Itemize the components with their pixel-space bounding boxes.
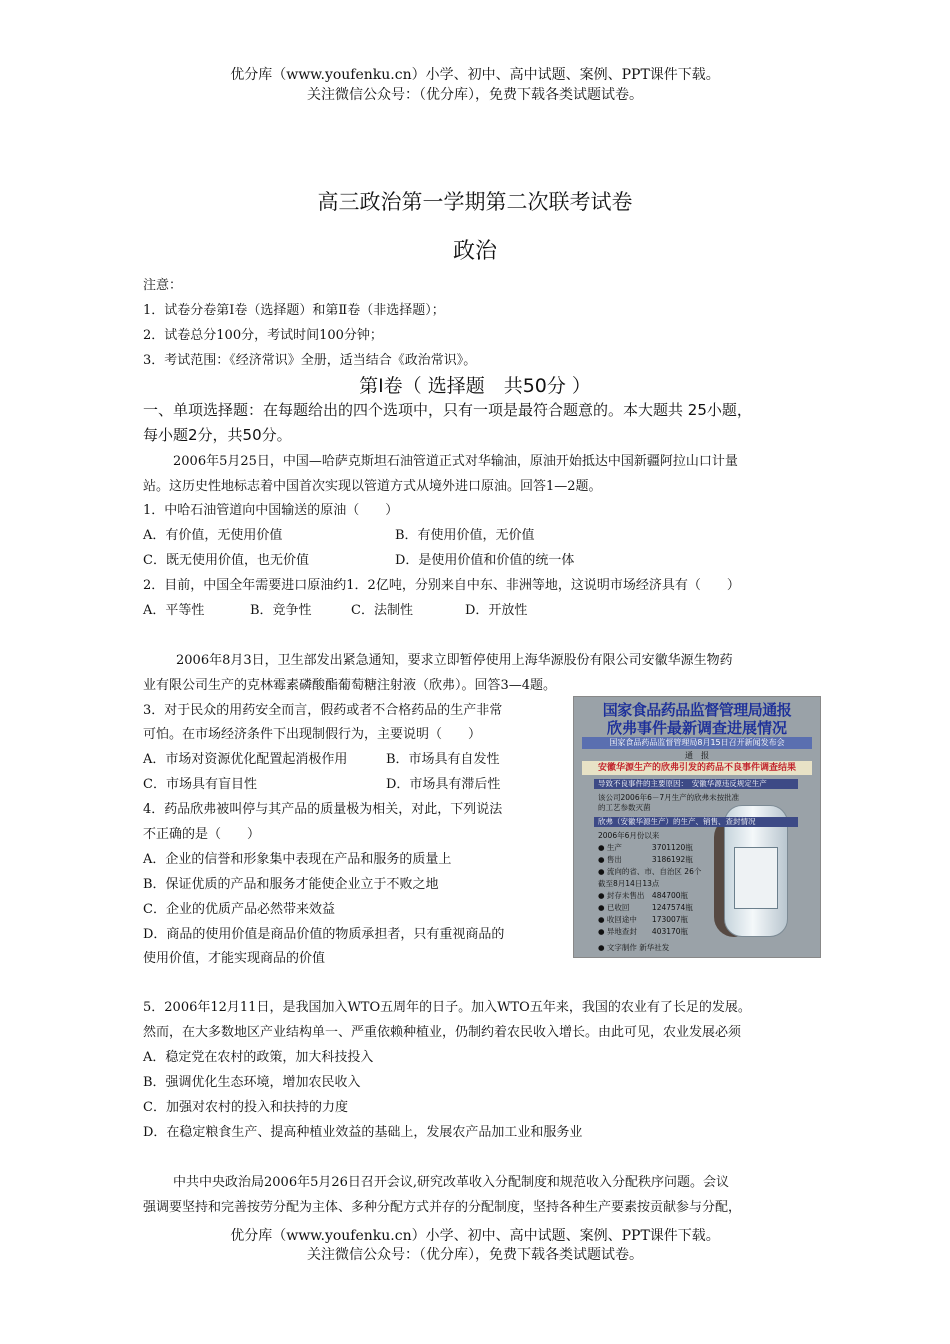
q5-stem-2: 然而，在大多数地区产业结构单一、严重依赖种植业，仍制约着农民收入增长。由此可见，农业发展必须: [143, 1025, 742, 1040]
q3-option-a: A．市场对资源优化配置起消极作用: [143, 752, 348, 767]
q4-stem-2: 不正确的是（ ）: [143, 827, 261, 842]
news-poster-image: [573, 696, 821, 958]
page-title: 高三政治第一学期第二次联考试卷: [317, 190, 633, 214]
q4-stem-1: 4．药品欣弗被叫停与其产品的质量极为相关，对此，下列说法: [143, 802, 503, 817]
q1-option-b: B．有使用价值，无价值: [395, 528, 535, 543]
poster-bar-2: 欣弗（安徽华源生产）的生产、销售、查封情况: [594, 817, 798, 827]
material1-line-2: 站。这历史性地标志着中国首次实现以管道方式从境外进口原油。回答1—2题。: [143, 479, 602, 494]
q2-option-a: A．平等性: [143, 603, 205, 618]
footer-line-1: 优分库（www.youfenku.cn）小学、初中、高中试题、案例、PPT课件下载。: [230, 1228, 720, 1244]
material2-line-2: 业有限公司生产的克林霉素磷酸酯葡萄糖注射液（欣弗）。回答3—4题。: [143, 678, 557, 693]
poster-row-5: ● 已收回 1247574瓶: [598, 903, 693, 912]
section1-line-2: 每小题2分，共50分。: [143, 426, 292, 444]
q3-stem-2: 可怕。在市场经济条件下出现制假行为，主要说明（ ）: [143, 727, 482, 742]
q5-option-b: B．强调优化生态环境，增加农民收入: [143, 1075, 361, 1090]
note-item-1: 1．试卷分卷第Ⅰ卷（选择题）和第Ⅱ卷（非选择题）；: [143, 303, 445, 318]
poster-bar-1: 导致不良事件的主要原因： 安徽华源违反规定生产: [594, 779, 798, 789]
header-line-2: 关注微信公众号：（优分库），免费下载各类试题试卷。: [307, 87, 643, 103]
poster-text-1a: 该公司2006年6－7月生产的欣弗未按批准: [598, 793, 740, 802]
q1-stem: 1．中哈石油管道向中国输送的原油（ ）: [143, 503, 399, 518]
q5-stem-1: 5．2006年12月11日，是我国加入WTO五周年的日子。加入WTO五年来，我国的农业有了长足的发展。: [143, 1000, 751, 1015]
poster-tongbao: 通 报: [685, 751, 709, 760]
q5-option-d: D．在稳定粮食生产、提高种植业效益的基础上，发展农产品加工业和服务业: [143, 1125, 583, 1140]
poster-headline-1: 国家食品药品监督管理局通报: [602, 701, 792, 719]
q4-option-d-2: 使用价值，才能实现商品的价值: [143, 951, 326, 966]
note-item-3: 3．考试范围：《经济常识》全册，适当结合《政治常识》。: [143, 353, 477, 368]
poster-red-banner: 安徽华源生产的欣弗引发的药品不良事件调查结果: [582, 761, 812, 775]
q2-option-d: D．开放性: [465, 603, 528, 618]
notes-heading: 注意：: [143, 278, 183, 293]
poster-headline-2: 欣弗事件最新调查进展情况: [606, 719, 787, 737]
section1-line-1: 一、单项选择题：在每题给出的四个选项中，只有一项是最符合题意的。本大题共 25小题，: [143, 401, 752, 419]
poster-text-3: 截至8月14日13点: [598, 879, 660, 888]
q4-option-c: C．企业的优质产品必然带来效益: [143, 902, 335, 917]
q5-option-c: C．加强对农村的投入和扶持的力度: [143, 1100, 348, 1115]
poster-row-6: ● 收回途中 173007瓶: [598, 915, 689, 924]
material2-line-1: 2006年8月3日，卫生部发出紧急通知，要求立即暂停使用上海华源股份有限公司安徽华源生物药: [176, 653, 733, 668]
poster-text-1b: 的工艺参数灭菌: [598, 803, 651, 812]
material1-line-1: 2006年5月25日，中国—哈萨克斯坦石油管道正式对华输油，原油开始抵达中国新疆阿拉山口计量: [173, 454, 738, 469]
q3-option-c: C．市场具有盲目性: [143, 777, 257, 792]
part1-title: 第Ⅰ卷（ 选择题 共50分 ）: [359, 375, 591, 397]
page-subtitle: 政治: [452, 239, 497, 264]
q3-option-b: B．市场具有自发性: [386, 752, 500, 767]
q2-option-b: B．竞争性: [250, 603, 312, 618]
header-line-1: 优分库（www.youfenku.cn）小学、初中、高中试题、案例、PPT课件下载。: [230, 67, 720, 83]
poster-footer: ● 文字制作 新华社发: [598, 943, 670, 952]
q3-option-d: D．市场具有滞后性: [386, 777, 501, 792]
q1-option-c: C．既无使用价值，也无价值: [143, 553, 309, 568]
poster-text-2: 2006年6月份以来: [598, 831, 660, 840]
q4-option-a: A．企业的信誉和形象集中表现在产品和服务的质量上: [143, 852, 452, 867]
poster-row-7: ● 异地查封 403170瓶: [598, 927, 689, 936]
q4-option-b: B．保证优质的产品和服务才能使企业立于不败之地: [143, 877, 439, 892]
q4-option-d-1: D．商品的使用价值是商品价值的物质承担者，只有重视商品的: [143, 927, 505, 942]
note-item-2: 2．试卷总分100分，考试时间100分钟；: [143, 328, 383, 343]
q2-stem: 2．目前，中国全年需要进口原油约1．2亿吨，分别来自中东、非洲等地，这说明市场经济具有（ ）: [143, 578, 740, 593]
q1-option-d: D．是使用价值和价值的统一体: [395, 553, 575, 568]
poster-row-1: ● 生产 3701120瓶: [598, 843, 693, 852]
poster-row-2: ● 售出 3186192瓶: [598, 855, 693, 864]
q2-option-c: C．法制性: [351, 603, 413, 618]
poster-row-3: ● 流向的省、市、自治区 26个: [598, 867, 702, 876]
q3-stem-1: 3．对于民众的用药安全而言，假药或者不合格药品的生产非常: [143, 703, 503, 718]
poster-row-4: ● 封存未售出 484700瓶: [598, 891, 689, 900]
q5-option-a: A．稳定党在农村的政策，加大科技投入: [143, 1050, 374, 1065]
q1-option-a: A．有价值，无使用价值: [143, 528, 283, 543]
material3-line-1: 中共中央政治局2006年5月26日召开会议,研究改革收入分配制度和规范收入分配秩序问题。会议: [173, 1175, 730, 1190]
material3-line-2: 强调要坚持和完善按劳分配为主体、多种分配方式并存的分配制度，坚持各种生产要素按贡献参与分配，: [143, 1200, 742, 1215]
poster-band: 国家食品药品监督管理局8月15日召开新闻发布会: [582, 737, 812, 749]
footer-line-2: 关注微信公众号：（优分库），免费下载各类试题试卷。: [307, 1247, 643, 1263]
bottle-label-illustration: [734, 847, 778, 909]
